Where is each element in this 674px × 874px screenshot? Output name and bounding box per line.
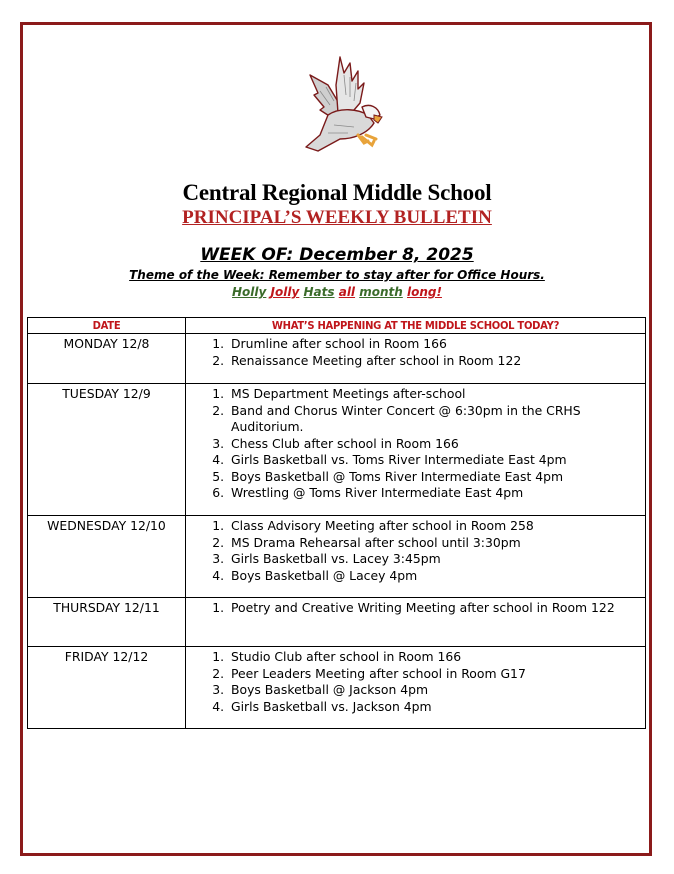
event-item: 3. Girls Basketball vs. Lacey 3:45pm: [228, 551, 645, 568]
table-row: [28, 598, 646, 647]
column-header-date: DATE: [28, 317, 186, 334]
slogan-word: long!: [407, 285, 442, 299]
table-row: [28, 384, 646, 516]
events-cell: [186, 598, 646, 647]
column-header-events: WHAT’S HAPPENING AT THE MIDDLE SCHOOL TODAY?: [186, 317, 646, 334]
slogan-word: Jolly: [270, 285, 300, 299]
event-item: 4. Boys Basketball @ Lacey 4pm: [228, 568, 645, 585]
event-item: 1. MS Department Meetings after-school: [228, 386, 645, 403]
theme-of-week: Theme of the Week: Remember to stay after for Office Hours.: [129, 268, 545, 282]
event-item: 2. MS Drama Rehearsal after school until 3:30pm: [228, 535, 645, 552]
event-item: 2. Peer Leaders Meeting after school in Room G17: [228, 666, 645, 683]
week-of-heading: WEEK OF: December 8, 2025: [200, 245, 474, 265]
event-item: 6. Wrestling @ Toms River Intermediate East 4pm: [228, 485, 645, 502]
events-cell: [186, 384, 646, 516]
day-cell: MONDAY 12/8: [28, 334, 186, 384]
slogan-word: all: [338, 285, 356, 299]
events-cell: [186, 516, 646, 598]
event-item: 3. Chess Club after school in Room 166: [228, 436, 645, 453]
event-item: 3. Boys Basketball @ Jackson 4pm: [228, 682, 645, 699]
event-item: 1. Studio Club after school in Room 166: [228, 649, 645, 666]
event-item: 4. Girls Basketball vs. Toms River Intermediate East 4pm: [228, 452, 645, 469]
day-cell: TUESDAY 12/9: [28, 384, 186, 516]
event-item: 5. Boys Basketball @ Toms River Intermediate East 4pm: [228, 469, 645, 486]
schedule-table: [27, 317, 646, 729]
school-name: Central Regional Middle School: [182, 180, 492, 205]
event-item: 1. Class Advisory Meeting after school in Room 258: [228, 518, 645, 535]
holiday-slogan: [0, 285, 674, 299]
table-row: [28, 334, 646, 384]
day-cell: FRIDAY 12/12: [28, 647, 186, 729]
event-item: 1. Drumline after school in Room 166: [228, 336, 645, 353]
event-item: 2. Band and Chorus Winter Concert @ 6:30pm in the CRHS Auditorium.: [228, 403, 645, 436]
table-row: [28, 647, 646, 729]
events-cell: [186, 334, 646, 384]
slogan-word: Hats: [303, 285, 335, 299]
bulletin-title: PRINCIPAL’S WEEKLY BULLETIN: [182, 207, 492, 228]
event-item: 1. Poetry and Creative Writing Meeting after school in Room 122: [228, 600, 645, 617]
slogan-word: month: [359, 285, 403, 299]
table-row: [28, 516, 646, 598]
event-item: 4. Girls Basketball vs. Jackson 4pm: [228, 699, 645, 716]
events-cell: [186, 647, 646, 729]
day-cell: WEDNESDAY 12/10: [28, 516, 186, 598]
eagle-mascot-icon: [288, 55, 388, 160]
day-cell: THURSDAY 12/11: [28, 598, 186, 647]
table-header-row: [28, 318, 646, 334]
event-item: 2. Renaissance Meeting after school in Room 122: [228, 353, 645, 370]
slogan-word: Holly: [232, 285, 267, 299]
